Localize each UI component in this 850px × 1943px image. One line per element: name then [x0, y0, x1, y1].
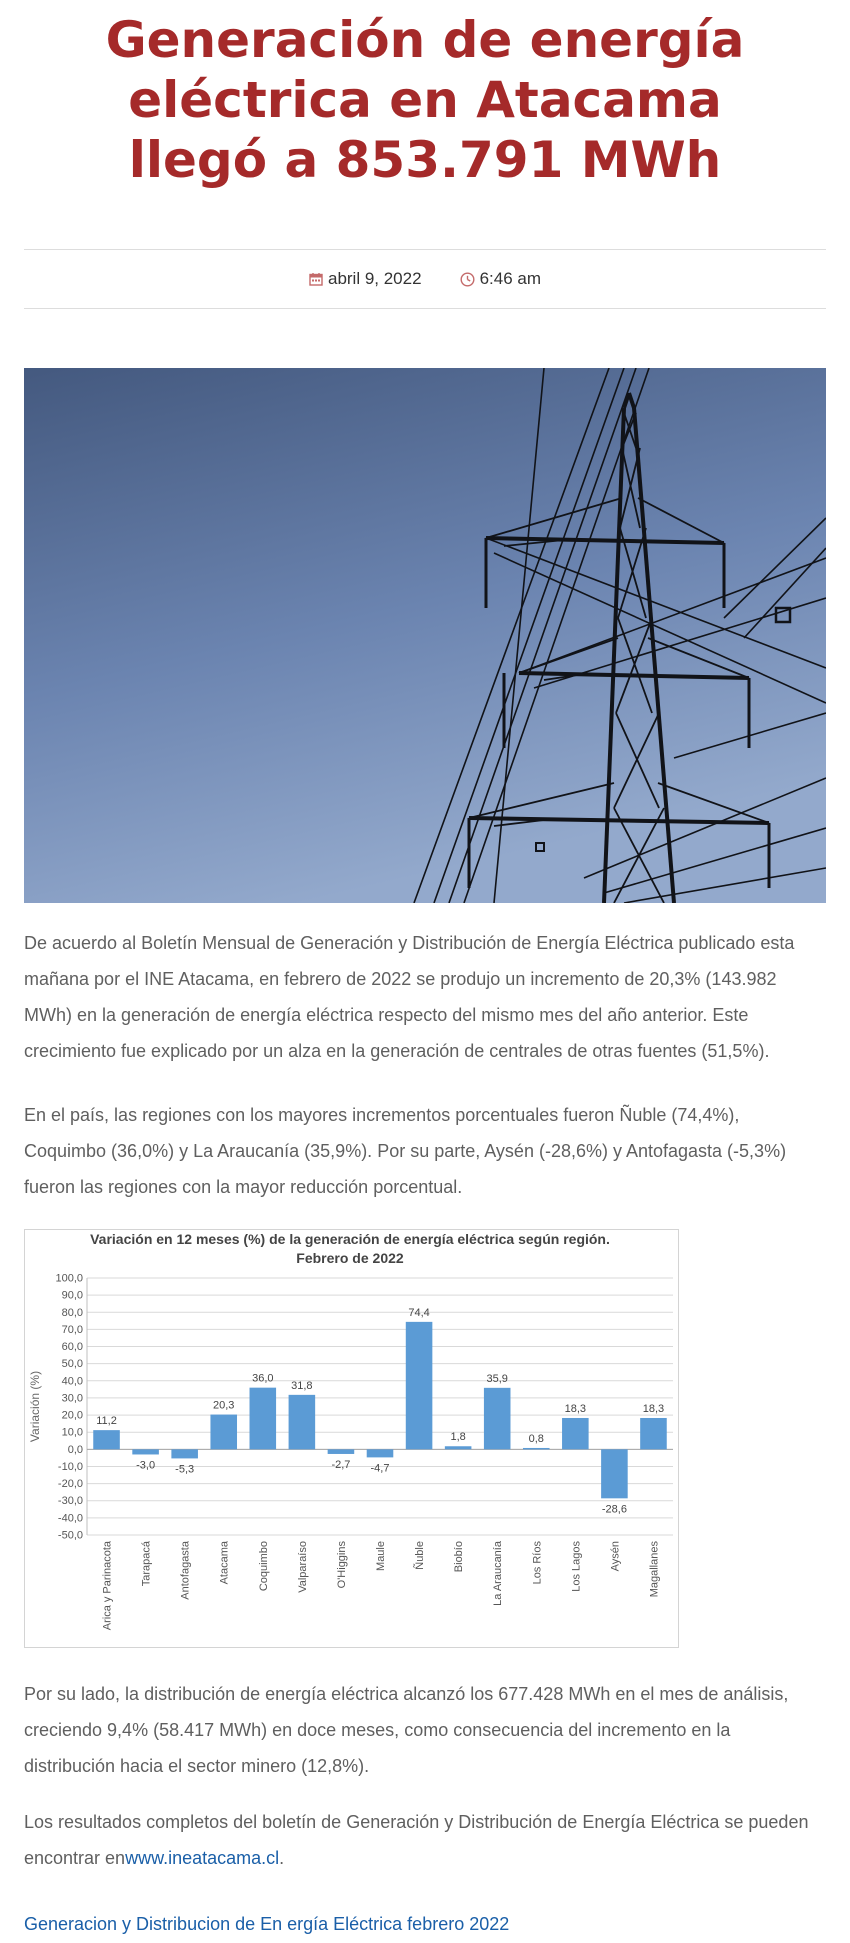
y-tick-label: 0,0 — [67, 1443, 83, 1456]
data-label: 31,8 — [291, 1379, 313, 1392]
y-tick-label: -10,0 — [57, 1460, 83, 1473]
calendar-icon — [309, 272, 323, 286]
x-tick-label: Magallanes — [648, 1541, 661, 1598]
chart-bar — [640, 1418, 667, 1449]
clock-icon — [460, 272, 475, 287]
chart-bar — [171, 1449, 198, 1458]
x-tick-label: Atacama — [218, 1541, 231, 1585]
y-tick-label: -40,0 — [57, 1512, 83, 1525]
data-label: 18,3 — [564, 1402, 587, 1415]
paragraph-4-text: Los resultados completos del boletín de Generación y Distribución de Energía Eléctrica se pueden encontrar en — [24, 1812, 809, 1868]
paragraph-1: De acuerdo al Boletín Mensual de Generación y Distribución de Energía Eléctrica publicado esta mañana por el INE Atacama, en febrero de 2022 se produjo un incremento de 20,3% (143.982 MWh) en la generación de energía eléctrica respecto del mismo mes del año anterior. Este crecimiento fue explicado por un alza en la generación de centrales de otras fuentes (51,5%). — [24, 933, 795, 1061]
y-axis-label: Variación (%) — [28, 1370, 42, 1443]
data-label: 11,2 — [96, 1415, 117, 1428]
power-tower-image — [24, 368, 826, 903]
paragraph-4 — [24, 1804, 826, 1876]
chart-title: Variación en 12 meses (%) de la generación de energía eléctrica según región. Febrero de 2022 — [90, 1231, 610, 1266]
bulletin-download-link[interactable]: Generacion y Distribucion de En ergía Eléctrica febrero 2022 — [24, 1914, 510, 1934]
post-time-text: 6:46 am — [479, 269, 541, 288]
x-tick-label: Tarapacá — [140, 1541, 153, 1587]
y-tick-label: 70,0 — [61, 1323, 83, 1336]
x-tick-label: Arica y Parinacota — [101, 1541, 114, 1631]
paragraph-4-suffix: . — [279, 1848, 285, 1868]
data-label: 20,3 — [213, 1399, 235, 1412]
x-tick-label: Aysén — [609, 1541, 622, 1572]
chart-bar — [210, 1415, 237, 1450]
y-tick-label: 60,0 — [61, 1341, 83, 1354]
post-date[interactable] — [309, 269, 422, 289]
x-tick-label: Antofagasta — [179, 1541, 192, 1600]
chart-bar — [132, 1449, 159, 1454]
data-label: 36,0 — [252, 1372, 274, 1385]
chart-bar — [406, 1322, 433, 1449]
post-date-text: abril 9, 2022 — [327, 269, 422, 288]
hero-image — [24, 368, 826, 903]
chart-bar — [484, 1388, 511, 1450]
y-tick-label: 30,0 — [61, 1392, 83, 1405]
y-tick-label: 40,0 — [61, 1375, 83, 1388]
post-time[interactable] — [460, 269, 541, 289]
chart-bar — [523, 1448, 550, 1450]
x-tick-label: Coquimbo — [257, 1541, 270, 1592]
chart-bar — [328, 1449, 355, 1454]
data-label: 0,8 — [528, 1432, 544, 1445]
chart-plot — [25, 1230, 678, 1647]
x-tick-label: Maule — [375, 1541, 387, 1571]
data-label: 35,9 — [486, 1372, 508, 1385]
data-label: -28,6 — [601, 1503, 627, 1516]
chart-bar — [289, 1395, 316, 1449]
y-tick-label: 90,0 — [61, 1289, 83, 1302]
y-tick-label: -20,0 — [57, 1478, 83, 1491]
chart-bar — [250, 1388, 277, 1450]
ine-website-link[interactable]: www.ineatacama.cl — [125, 1848, 280, 1868]
data-label: -3,0 — [136, 1459, 156, 1472]
paragraph-3: Por su lado, la distribución de energía eléctrica alcanzó los 677.428 MWh en el mes de análisis, creciendo 9,4% (58.417 MWh) en doce meses, como consecuencia del incremento en la distribución hacia el sector minero (12,8%). — [24, 1684, 789, 1776]
data-label: -2,7 — [331, 1458, 351, 1471]
y-tick-label: 20,0 — [61, 1409, 83, 1422]
x-tick-label: Ñuble — [414, 1541, 427, 1570]
y-tick-label: -30,0 — [57, 1495, 83, 1508]
x-tick-label: Los Lagos — [570, 1541, 583, 1592]
x-tick-label: Biobío — [453, 1541, 466, 1573]
data-label: 18,3 — [642, 1402, 665, 1415]
x-tick-label: La Araucanía — [492, 1541, 505, 1606]
data-label: -5,3 — [175, 1463, 195, 1476]
y-tick-label: 50,0 — [61, 1358, 83, 1371]
data-label: 74,4 — [408, 1306, 430, 1319]
article-title: Generación de energía eléctrica en Atacama llegó a 853.791 MWh — [105, 11, 745, 189]
y-tick-label: -50,0 — [57, 1529, 83, 1542]
paragraph-2: En el país, las regiones con los mayores incrementos porcentuales fueron Ñuble (74,4%), Coquimbo (36,0%) y La Araucanía (35,9%). Por su parte, Aysén (-28,6%) y Antofagasta (-5,3%) fueron las regiones con la mayor reducción porcentual. — [24, 1105, 787, 1197]
data-label: -4,7 — [370, 1462, 390, 1475]
chart-bar — [367, 1449, 394, 1457]
x-tick-label: Valparaíso — [296, 1541, 309, 1593]
x-tick-label: Los Ríos — [531, 1541, 544, 1585]
chart-bar — [445, 1446, 472, 1449]
y-tick-label: 100,0 — [55, 1272, 83, 1285]
post-meta — [24, 249, 826, 309]
data-label: 1,8 — [450, 1431, 466, 1444]
y-tick-label: 10,0 — [61, 1426, 83, 1439]
chart-bar — [93, 1430, 120, 1449]
bar-chart — [24, 1229, 679, 1648]
y-tick-label: 80,0 — [61, 1306, 83, 1319]
chart-bar — [562, 1418, 589, 1449]
chart-bar — [601, 1449, 628, 1498]
x-tick-label: O'Higgins — [335, 1541, 348, 1589]
